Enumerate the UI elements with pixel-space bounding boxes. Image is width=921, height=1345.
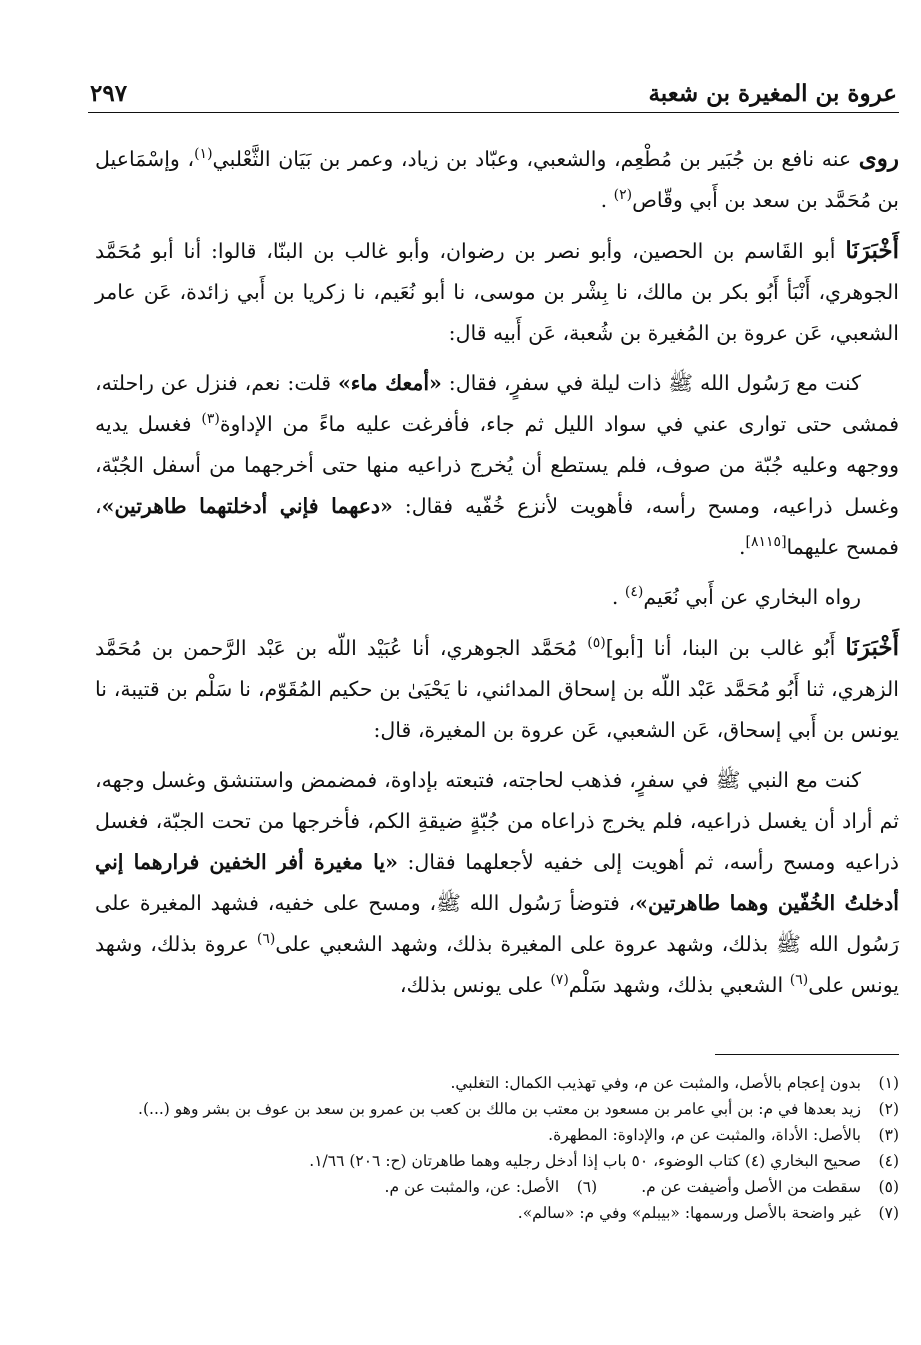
paragraph-isnad-1	[95, 230, 899, 354]
footnote-ref[interactable]: (٧)	[550, 972, 569, 989]
footnote-text: صحيح البخاري (٤) كتاب الوضوء، ٥٠ باب إذا أدخل رجليه وهما طاهرتان (ح: ٢٠٦) ١/٦٦.	[309, 1152, 861, 1170]
footnote-text: الأصل: عن، والمثبت عن م.	[384, 1178, 560, 1196]
text-span: فغسل يديه ووجهه وعليه جُبّة من صوف، فلم يستطع أن يُخرج ذراعيه منها حتى أخرجهما من أسفل الجُبّة، وغسل ذراعيه، ومسح رأسه، فأهويت لأنزع خُفّيه فقال:	[95, 412, 899, 518]
footnote-ref[interactable]: (٥)	[587, 635, 606, 652]
footnote-text: بالأصل: الأداة، والمثبت عن م، والإداوة: المطهرة.	[548, 1126, 861, 1144]
paragraph-hadith-2	[95, 760, 899, 1006]
paragraph-riwaya	[95, 577, 899, 618]
text-span: أبو القَاسم بن الحصين، وأبو نصر بن رضوان، وأبو غالب بن البنّا، قالوا: أنا أبو مُحَمَّد الجوهري، أَنْبَأ أَبُو بكر بن مالك، نا بِشْر بن موسى، نا أبو نُعَيم، نا زكريا بن أَبي زائدة، عَن عامر الشعبي، عَن عروة بن المُغيرة بن شُعبة، عَن أَبيه قال:	[95, 239, 899, 345]
footnote-item	[641, 1174, 899, 1200]
footnote-item	[385, 1174, 598, 1200]
text-span: كنت مع النبي ﷺ في سفرٍ، فذهب لحاجته، فتبعته بإداوة، فمضمض واستنشق وغسل وجهه، ثم أراد أن يغسل ذراعيه، فلم يخرج ذراعاه من جُبّةٍ ضيقةِ الكم، فأخرجها من تحت الجبّة، فغسل ذراعيه ومسح رأسه، ثم أهويت إلى خفيه لأجعلهما فقال:	[95, 768, 899, 874]
page-number: ٢٩٧	[90, 80, 128, 107]
keyword-akhbarana: أَخْبَرَنَا	[845, 237, 899, 264]
main-text	[95, 138, 899, 1015]
text-span: على يونس بذلك،	[399, 973, 551, 997]
footnote-ref[interactable]: (٣)	[201, 411, 220, 428]
text-span: عروة بذلك، وشهد يونس على	[95, 932, 899, 997]
footnote-number: (١)	[878, 1074, 899, 1092]
footnote-ref[interactable]: (٤)	[624, 584, 644, 601]
keyword-rawa: روى	[858, 145, 899, 172]
quote-bold: «أمعك ماء»	[337, 371, 442, 395]
quote-bold: «دعهما فإني أدخلتهما طاهرتين»	[101, 494, 393, 518]
hadith-number-ref: [٨١١٥]	[745, 534, 787, 551]
footnote-text: سقطت من الأصل وأضيفت عن م.	[641, 1178, 861, 1196]
keyword-akhbarana: أَخْبَرَنَا	[845, 634, 899, 661]
text-span: كنت مع رَسُول الله ﷺ ذات ليلة في سفرٍ، فقال:	[441, 371, 861, 395]
text-span: .	[611, 585, 625, 609]
text-span: ، وإسْمَاعيل بن مُحَمَّد بن سعد بن أَبي وقّاص	[95, 147, 899, 212]
footnote-ref[interactable]: (٢)	[613, 187, 633, 204]
footnote-item	[95, 1200, 899, 1226]
text-span: .	[739, 535, 746, 559]
footnote-item	[95, 1096, 899, 1122]
footnote-item	[95, 1122, 899, 1148]
text-span: ، فمسح عليهما	[95, 494, 899, 559]
text-span: مُحَمَّد الجوهري، أنا عُبَيْد اللّه بن عَبْد الرَّحمن بن مُحَمَّد الزهري، ثنا أَبُو مُحَمَّد عَبْد اللّه بن إسحاق المدائني، نا يَحْيَىٰ بن حكيم المُقَوّم، نا سَلْم بن قتيبة، نا يونس بن أَبي إسحاق، عَن الشعبي، عَن عروة بن المغيرة، قال:	[95, 636, 899, 742]
footnote-number: (٣)	[878, 1126, 899, 1144]
text-span: .	[600, 188, 614, 212]
header-title: عروة بن المغيرة بن شعبة	[648, 80, 897, 107]
text-span: قلت: نعم، فنزل عن راحلته، فمشى حتى توارى عني في سواد الليل ثم جاء، فأفرغت عليه ماءً من الإداوة	[95, 371, 899, 436]
footnote-item	[95, 1148, 899, 1174]
footnote-text: بدون إعجام بالأصل، والمثبت عن م، وفي تهذيب الكمال: التغلبي.	[450, 1074, 861, 1092]
footnote-text: زيد بعدها في م: بن أبي عامر بن مسعود بن معتب بن مالك بن كعب بن عمرو بن سعد بن عوف بن بشر وهو (...).	[138, 1100, 861, 1118]
footnote-ref[interactable]: (١)	[194, 146, 213, 163]
footnote-number: (٥)	[878, 1178, 899, 1196]
running-header	[88, 78, 899, 113]
footnotes	[95, 1070, 899, 1226]
footnote-row	[95, 1174, 899, 1200]
text-span: رواه البخاري عن أَبي نُعَيم	[643, 585, 861, 609]
quote-bold: «يا مغيرة أفر الخفين فرارهما إني أدخلتُ الخُفّين وهما طاهرتين»	[95, 850, 899, 915]
text-span: ، فتوضأ رَسُول الله ﷺ، ومسح على خفيه، فشهد المغيرة على رَسُول الله ﷺ بذلك، وشهد عروة على المغيرة بذلك، وشهد الشعبي على	[95, 891, 899, 956]
footnote-ref[interactable]: (٦)	[789, 972, 809, 989]
text-span: أَبُو غالب بن البنا، أنا [أبو]	[605, 636, 846, 660]
footnote-item	[95, 1070, 899, 1096]
footnote-ref[interactable]: (٦)	[256, 931, 276, 948]
footnote-separator	[715, 1054, 899, 1055]
paragraph-isnad-2	[95, 627, 899, 751]
text-span: الشعبي بذلك، وشهد سَلْم	[568, 973, 790, 997]
paragraph-hadith-1	[95, 363, 899, 568]
paragraph-narrators	[95, 138, 899, 221]
footnote-text: غير واضحة بالأصل ورسمها: «بيبلم» وفي م: «سالم».	[517, 1204, 861, 1222]
footnote-number: (٦)	[576, 1178, 598, 1196]
footnote-number: (٢)	[878, 1100, 899, 1118]
footnote-number: (٧)	[878, 1204, 899, 1222]
text-span: عنه نافع بن جُبَير بن مُطْعِم، والشعبي، وعبّاد بن زياد، وعمر بن بَيَان الثَّعْلبي	[212, 147, 859, 171]
footnote-number: (٤)	[878, 1152, 899, 1170]
